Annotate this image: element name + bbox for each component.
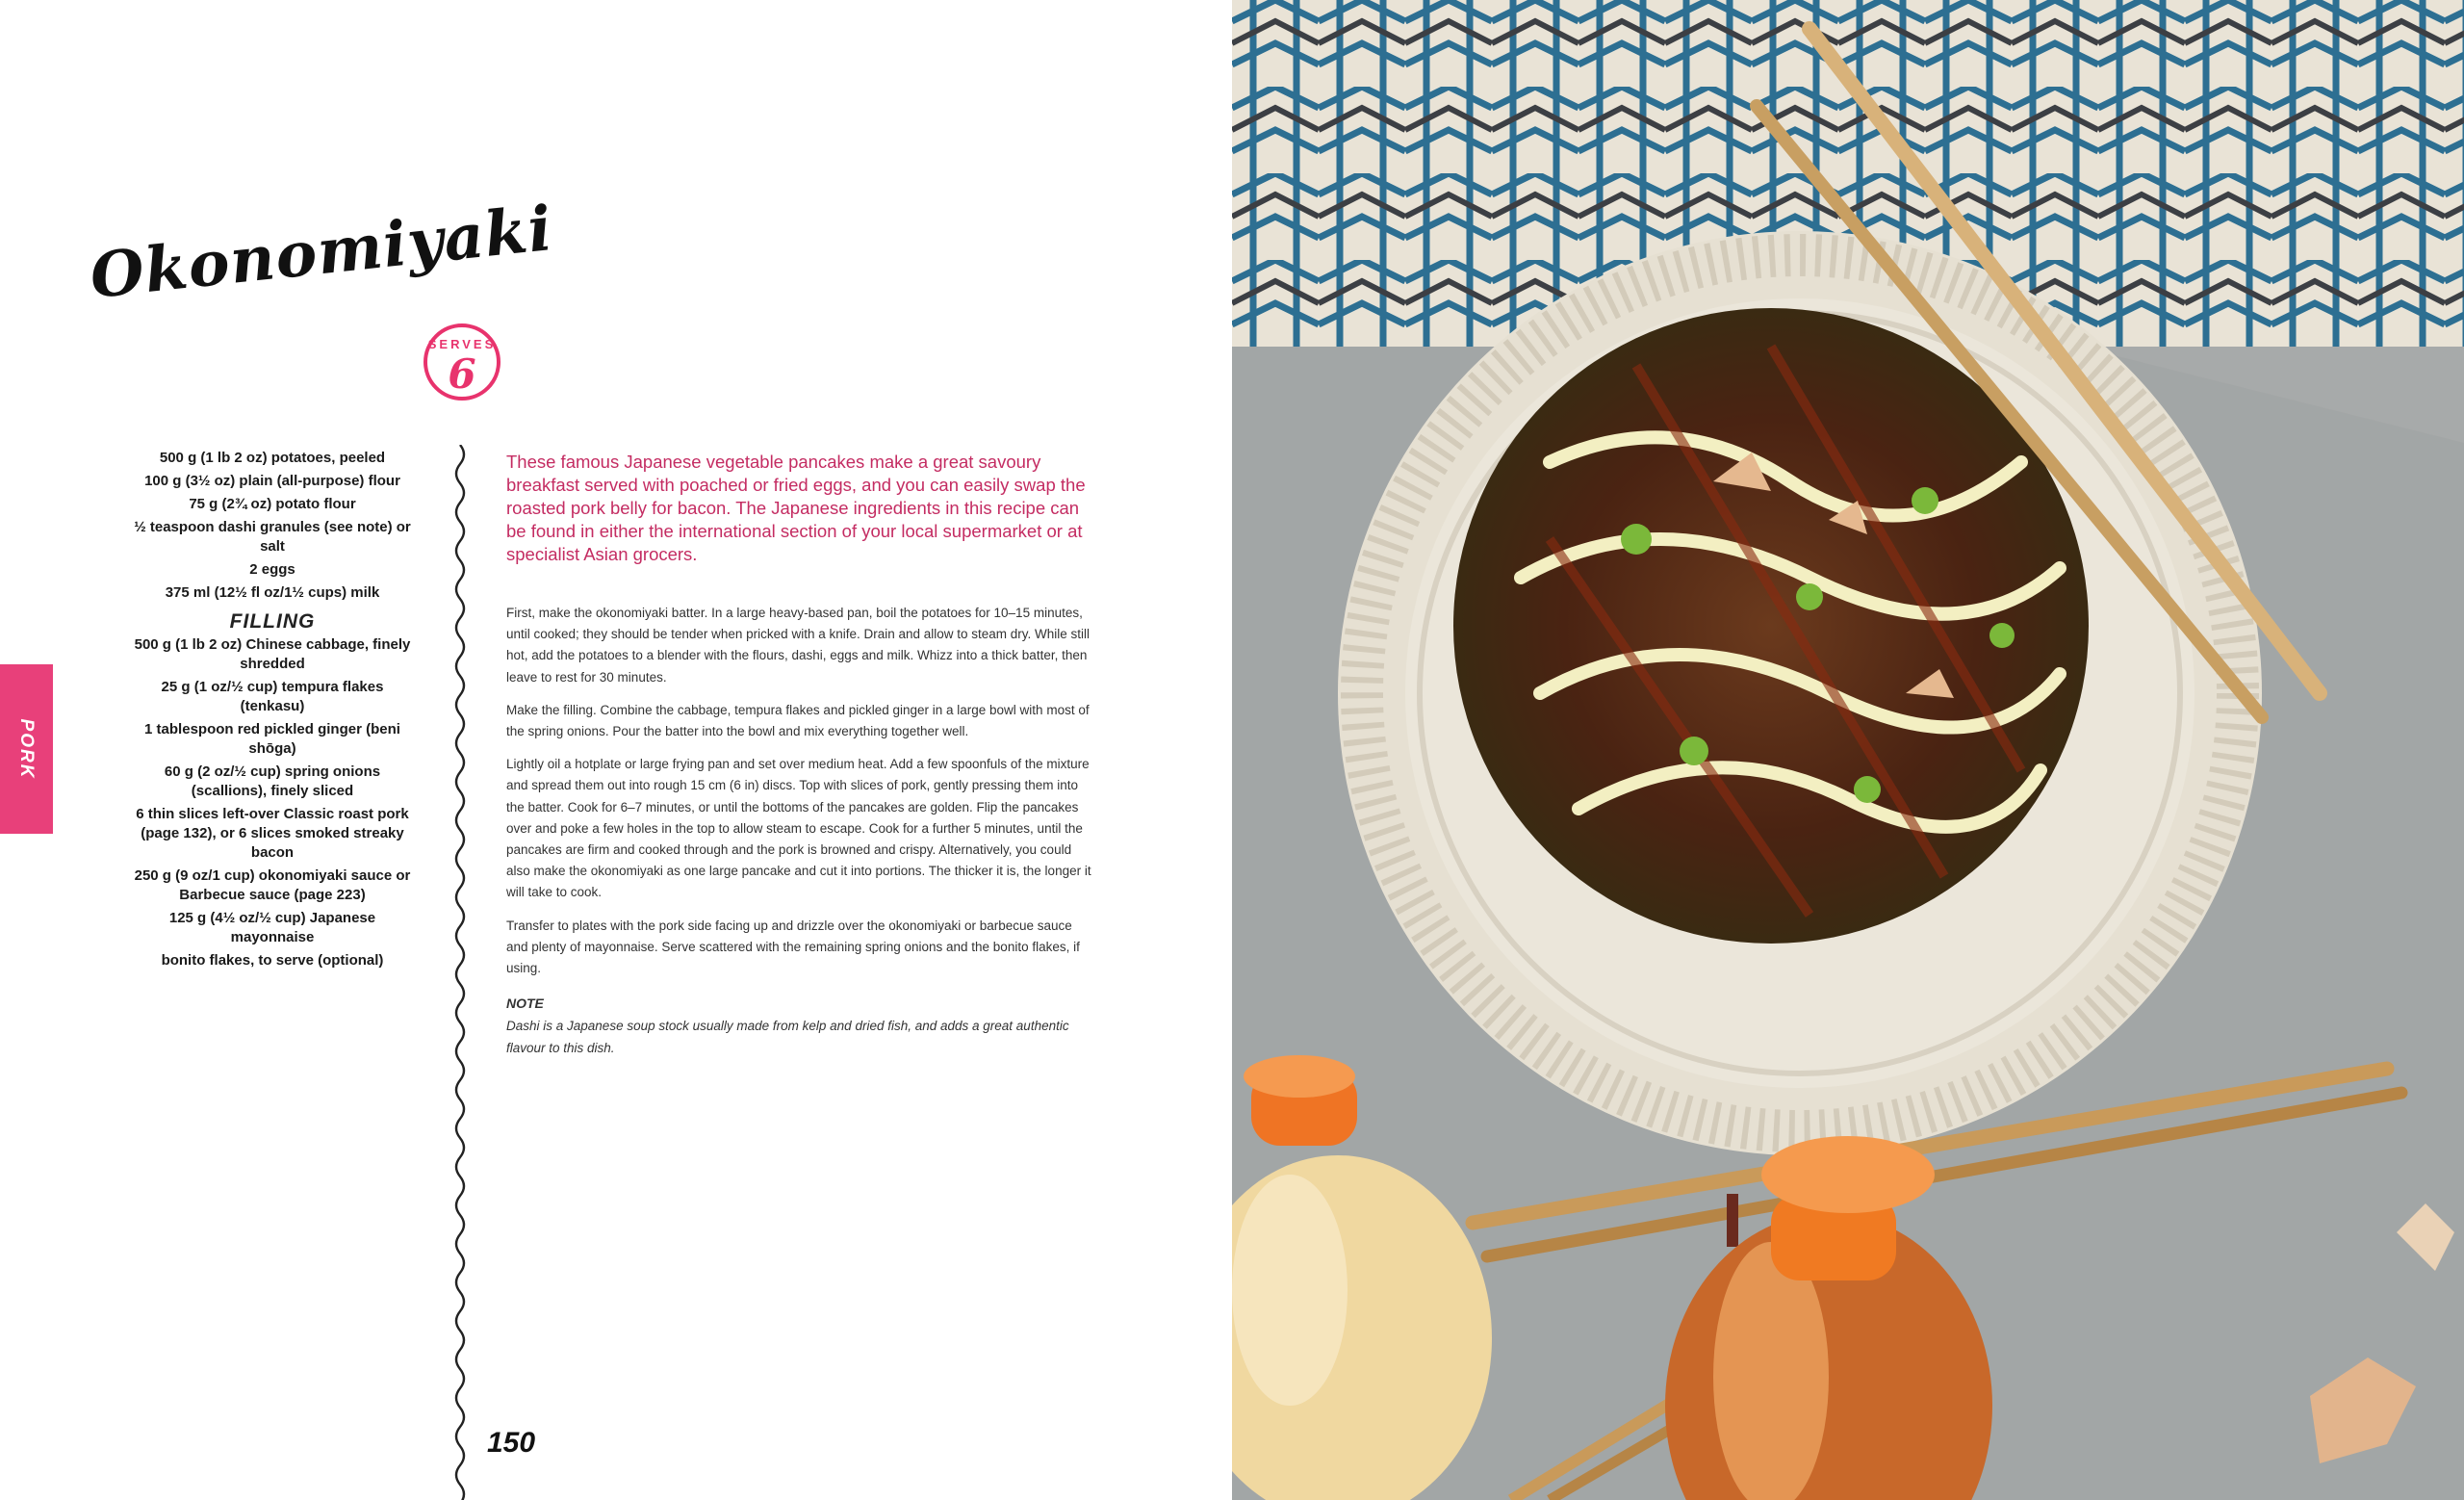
ingredient-item: 2 eggs bbox=[249, 561, 295, 578]
section-tab bbox=[0, 664, 53, 834]
filling-item: 25 g (1 oz/½ cup) tempura flakes (tenkasu) bbox=[161, 679, 384, 714]
section-tab-label: PORK bbox=[16, 718, 37, 780]
method-paragraph: Transfer to plates with the pork side facing up and drizzle over the okonomiyaki or barbecue sauce and plenty of mayonnaise. Serve scattered with the remaining spring onions and the bonito flakes, if using. bbox=[506, 918, 1080, 976]
recipe-title: Okonomiyaki bbox=[87, 192, 556, 313]
filling-item: 500 g (1 lb 2 oz) Chinese cabbage, finely shredded bbox=[134, 636, 411, 672]
ingredient-list bbox=[133, 449, 412, 974]
filling-item: 125 g (4½ oz/½ cup) Japanese mayonnaise bbox=[168, 910, 376, 945]
serves-label: SERVES bbox=[427, 337, 497, 351]
method-text bbox=[506, 603, 1097, 1071]
filling-item: 1 tablespoon red pickled ginger (beni shōga) bbox=[144, 721, 400, 757]
ingredient-item: 75 g (2¾ oz) potato flour bbox=[189, 496, 356, 512]
recipe-intro: These famous Japanese vegetable pancakes make a great savoury breakfast served with poached or fried eggs, and you can easily swap the roasted pork belly for bacon. The Japanese ingredients in this recipe can be found in either the international section of your local supermarket or at specialist Asian grocers. bbox=[506, 452, 1086, 564]
method-paragraph: Make the filling. Combine the cabbage, tempura flakes and pickled ginger in a large bowl with most of the spring onions. Pour the batter into the bowl and mix everything together well. bbox=[506, 702, 1090, 739]
serves-number: 6 bbox=[448, 350, 476, 398]
ingredient-item: 375 ml (12½ fl oz/1½ cups) milk bbox=[165, 584, 380, 601]
filling-item: 250 g (9 oz/1 cup) okonomiyaki sauce or Barbecue sauce (page 223) bbox=[134, 867, 411, 903]
okonomiyaki-pancake bbox=[1453, 308, 2089, 944]
method-paragraph: Lightly oil a hotplate or large frying pan and set over medium heat. Add a few spoonfuls of the mixture and spread them out into rough 15 cm (6 in) discs. Top with slices of pork, gently pressing them into the batter. Cook for 6–7 minutes, or until the bottoms of the pancakes are golden. Flip the pancakes over and poke a few holes in the top to allow steam to escape. Cook for a further 5 minutes, until the pancakes are firm and cooked through and the pork is browned and crispy. Alternatively, you could also make the okonomiyaki as one large pancake and cut it into portions. The thicker it is, the longer it will take to cook. bbox=[506, 757, 1091, 900]
method-paragraph: First, make the okonomiyaki batter. In a large heavy-based pan, boil the potatoes for 10–15 minutes, until cooked; they should be tender when pricked with a knife. Drain and allow to steam dry. While still hot, add the potatoes to a blender with the flours, dashi, eggs and milk. Whizz into a thick batter, then leave to rest for 30 minutes. bbox=[506, 606, 1091, 685]
filling-item: bonito flakes, to serve (optional) bbox=[161, 952, 384, 969]
ingredient-item: ½ teaspoon dashi granules (see note) or salt bbox=[134, 519, 411, 555]
wavy-divider bbox=[450, 445, 470, 1500]
filling-item: 6 thin slices left-over Classic roast pork (page 132), or 6 slices smoked streaky bacon bbox=[136, 806, 409, 861]
ingredient-item: 100 g (3½ oz) plain (all-purpose) flour bbox=[144, 473, 400, 489]
note-label: NOTE bbox=[506, 996, 544, 1012]
filling-item: 60 g (2 oz/½ cup) spring onions (scallions), finely sliced bbox=[164, 763, 381, 799]
filling-heading: FILLING bbox=[229, 610, 316, 633]
note-text: Dashi is a Japanese soup stock usually made from kelp and dried fish, and adds a great authentic flavour to this dish. bbox=[506, 1019, 1069, 1055]
okonomiyaki-photo bbox=[1232, 0, 2464, 1500]
serves-badge bbox=[424, 323, 500, 401]
page-number: 150 bbox=[487, 1427, 536, 1459]
ingredient-item: 500 g (1 lb 2 oz) potatoes, peeled bbox=[159, 450, 386, 466]
